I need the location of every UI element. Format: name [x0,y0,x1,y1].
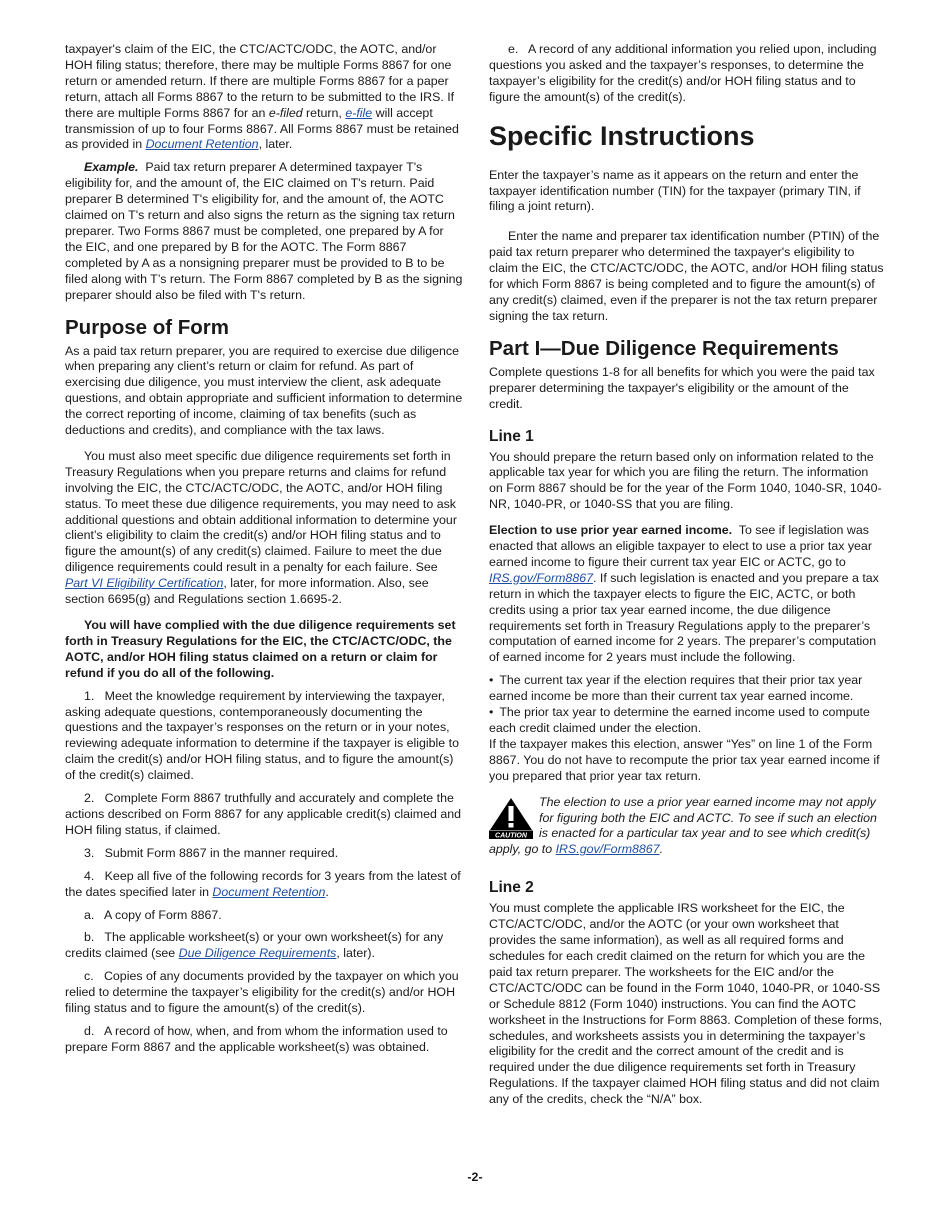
due-diligence-link[interactable]: Due Diligence Requirements [178,946,337,961]
purpose-heading: Purpose of Form [65,315,230,339]
compliance-statement: You will have complied with the due diligence requirements set forth in Treasury Regulations for the EIC, the CTC/ACTC/ODC, the AOTC, and/or HOH filing status claimed on a return or claim for refund if you do all of the following. [65,618,456,680]
caution-label: CAUTION [495,832,527,839]
list-item-d: d. A record of how, when, and from whom the information used to prepare Form 8867 and the applicable worksheet(s) was obtained. [65,1023,448,1054]
intro-paragraph: taxpayer's claim of the EIC, the CTC/ACTC/ODC, the AOTC, and/or HOH filing status; therefore, there may be multiple Forms 8867 for one return or amended return. If there are multiple Forms 8867 for a paper return, attach all Forms 8867 to the return to be submitted to the IRS. If there are multiple Forms 8867 for an e-filed return, e-file will accept transmission of up to four Forms 8867. All Forms 8867 must be retained as provided in Document Retention, later. [65,42,459,152]
right-column [489,42,885,1115]
list-item-1: 1. Meet the knowledge requirement by interviewing the taxpayer, asking adequate questions, contemporaneously documenting the questions and the taxpayer’s responses on the return or in your notes, reviewing adequate information to determine if the taxpayer is eligible to claim the credit(s) and/or HOH filing status, and to figure the amount(s) of the credit(s) claimed. [65,688,459,783]
line-1-paragraph: You should prepare the return based only on information related to the applicable tax year for which you are filing the return. The information on Form 8867 should be for the year of the Form 1040, 1040-SR, 1040-NR, 1040-PR, or 1040-SS that you are filing. [489,449,882,512]
line-2-heading: Line 2 [489,879,534,897]
list-item-a: a. A copy of Form 8867. [84,907,222,922]
election-label: Election to use prior year earned income. [489,523,733,538]
caution-icon [489,797,533,839]
example-label: Example. [84,160,139,175]
list-item-2: 2. Complete Form 8867 truthfully and accurately and complete the actions described on Form 8867 for any applicable credit(s) claimed and HOH filing status, if claimed. [65,791,462,837]
line-2-paragraph: You must complete the applicable IRS worksheet for the EIC, the CTC/ACTC/ODC, and/or the AOTC (or your own worksheet that provides the same information), as well as all required forms and schedules for each credit claimed on the return for which you are the paid tax return preparer. The worksheets for the EIC and/or the CTC/ACTC/ODC can be found in the Form 1040, 1040-PR, or 1040-SS or Schedule 8812 (Form 1040) instructions. You can find the AOTC worksheet in the Instructions for Form 8863. Completion of these forms, schedules, and worksheets assists you in determining the taxpayer’s eligibility for the credit and the correct amount of the credit and is required under the due diligence requirements set forth in Treasury Regulations. If the taxpayer claimed HOH filing status and did not claim any of the credits, check the “N/A” box. [489,901,883,1107]
list-item-e: e. A record of any additional information you relied upon, including questions you asked and the taxpayer’s responses, to determine the taxpayer’s eligibility for the credit(s) and/or HOH filing status and to figure the amount(s) of the credit(s). [489,42,877,104]
list-item-3: 3. Submit Form 8867 in the manner required. [84,845,339,860]
specific-paragraph-1: Enter the taxpayer’s name as it appears on the return and enter the taxpayer identification number (TIN) for the taxpayer (primary TIN, if filing a joint return). [489,167,861,214]
part-vi-link[interactable]: Part VI Eligibility Certification [65,576,224,591]
bullet-item-1: • The current tax year if the election requires that their prior tax year earned income be more than their current tax year earned income. [489,673,885,705]
list-item-c: c. Copies of any documents provided by the taxpayer on which you relied to determine the taxpayer’s eligibility for the credit(s) and/or HOH filing status and to figure the amount(s) of the credit(s). [65,969,459,1016]
irs-form8867-link-2[interactable]: IRS.gov/Form8867 [555,842,660,857]
caution-note: CAUTION The election to use a prior year earned income may not apply for figuring both the EIC and ACTC. To see if such an election is enacted for a particular tax year and to see which credit(s) apply, go to IRS.gov/Form8867. [489,794,877,857]
part-i-paragraph: Complete questions 1-8 for all benefits for which you were the paid tax preparer determining the taxpayer's eligibility or the amount of the credit. [489,364,875,411]
purpose-paragraph-2: You must also meet specific due diligence requirements set forth in Treasury Regulations when you prepare returns and claims for refund involving the EIC, the CTC/ACTC/ODC, the AOTC, and/or HOH filing status. To meet these due diligence requirements, you may need to ask additional questions and obtain additional information to determine your client’s eligibility to claim the credit(s) and/or HOH filing status and to figure the amount(s) of any credit(s) claimed. Failure to meet the due diligence requirements could result in a penalty for each failure. See Part VI Eligibility Certification, later, for more information. Also, see section 6695(g) and Regulations section 1.6695-2. [65,448,457,607]
list-item-4: 4. Keep all five of the following records for 3 years from the latest of the dates specified later in Document Retention. [65,868,461,899]
efile-link[interactable]: e-file [345,105,373,120]
specific-paragraph-2: Enter the name and preparer tax identification number (PTIN) of the paid tax return preparer who determined the taxpayer's eligibility to claim the EIC, the CTC/ACTC/ODC, the AOTC, and/or HOH filing status for which Form 8867 is being completed and to figure the amount(s) of any credit(s) claimed, even if the preparer is not the tax return preparer signing the tax return. [489,229,884,323]
election-paragraph: Election to use prior year earned income. To see if legislation was enacted that allows an eligible taxpayer to elect to use a prior tax year earned income to figure their current tax year EIC or ACTC, go to IRS.gov/Form8867. If such legislation is enacted and you prepare a tax return in which the taxpayer elects to figure the EIC, ACTC, or both credits using a prior tax year earned income, the due diligence requirements set forth in Treasury Regulations apply to the preparer’s computation of earned income for 2 years. The preparer’s computation of earned income for 2 years must include the following. [489,523,879,665]
part-i-heading: Part I—Due Diligence Requirements [489,336,839,360]
page-number: -2- [467,1170,483,1184]
election-after-paragraph: If the taxpayer makes this election, answer “Yes” on line 1 of the Form 8867. You do not have to recompute the prior tax year earned income if you prepared that prior year tax return. [489,736,880,783]
irs-form8867-link[interactable]: IRS.gov/Form8867 [489,570,593,585]
list-item-b: b. The applicable worksheet(s) or your own worksheet(s) for any credits claimed (see Due Diligence Requirements, later). [65,930,444,961]
line-1-heading: Line 1 [489,427,534,445]
purpose-paragraph-1: As a paid tax return preparer, you are required to exercise due diligence when preparing any client’s return or claim for refund. As part of exercising due diligence, you must interview the client, ask adequate questions, and obtain appropriate and sufficient information to determine the correct reporting of income, claiming of tax benefits (such as deductions and credits), and compliance with the tax laws. [65,343,463,438]
document-retention-link[interactable]: Document Retention [145,137,259,152]
bullet-item-2: • The prior tax year to determine the earned income used to compute each credit claimed under the election. [489,705,885,737]
document-retention-link-2[interactable]: Document Retention [212,884,326,899]
left-column [65,42,463,1063]
specific-instructions-heading: Specific Instructions [489,120,755,151]
example-paragraph: Example. Paid tax return preparer A determined taxpayer T's eligibility for, and the amount of, the EIC claimed on T's return. Paid preparer B determined T's eligibility for, and the amount of, the AOTC claimed on T's return and also signs the return as the signing tax return preparer. Two Forms 8867 must be completed, one prepared by A for the EIC, and one prepared by B for the AOTC. The Form 8867 completed by A as a nonsigning preparer must be provided to B to be filed along with T’s return. The Form 8867 completed by B as the signing preparer should also be filed with T's return. [65,160,463,302]
